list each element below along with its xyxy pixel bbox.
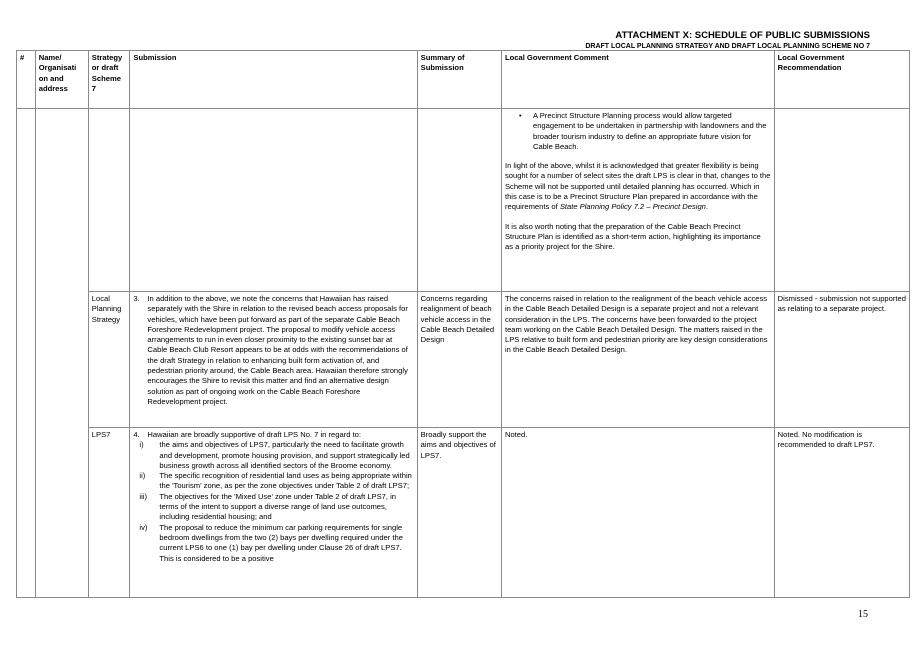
cell-recommendation: Dismissed - submission not supported as relating to a separate project. <box>774 292 909 428</box>
col-header-name: Name/ Organisati on and address <box>35 51 88 109</box>
table-row <box>17 428 910 598</box>
page-number: 15 <box>858 609 868 620</box>
submissions-table <box>16 50 910 598</box>
table-row <box>17 292 910 428</box>
table-row <box>17 109 910 292</box>
cell-summary <box>417 109 501 292</box>
list-item: iv) The proposal to reduce the minimum car parking requirements for single bedroom dwellings from the two (2) bays per dwelling required under the current LPS6 to one (1) bay per dwelling under Clause 26 of draft LPS7. This is considered to be a positive <box>139 522 403 563</box>
document-title: ATTACHMENT X: SCHEDULE OF PUBLIC SUBMISSIONS <box>615 30 870 41</box>
col-header-comment: Local Government Comment <box>501 51 774 109</box>
col-header-number: # <box>17 51 36 109</box>
list-item: i) the aims and objectives of LPS7, particularly the need to facilitate growth and development, promote housing provision, and support strategically led business growth across all identified sectors of the Broome economy. <box>139 440 410 470</box>
cell-comment <box>501 109 774 292</box>
comment-bullet: • A Precinct Structure Planning process would allow targeted engagement to be undertaken in partnership with landowners and the broader tourism industry to define an appropriate future vision for Cable Beach. <box>518 111 767 151</box>
cell-submission <box>130 428 417 598</box>
cell-strategy: LPS7 <box>88 428 130 598</box>
comment-paragraph: In light of the above, whilst it is acknowledged that greater flexibility is being sought for a number of select sites the draft LPS is clear in that, changes to the Scheme will not be supported until detailed planning has occurred. Which in this case is to be a Precinct Structure Plan prepared in accordance with the requirements of State Planning Policy 7.2 – Precinct Design. <box>504 161 771 212</box>
cell-submission <box>130 292 417 428</box>
cell-recommendation: Noted. No modification is recommended to draft LPS7. <box>774 428 909 598</box>
item-number: 3. <box>133 294 140 303</box>
cell-summary: Concerns regarding realignment of beach vehicle access in the Cable Beach Detailed Design <box>417 292 501 428</box>
bullet-icon: • <box>518 111 522 120</box>
col-header-summary: Summary of Submission <box>417 51 501 109</box>
cell-strategy <box>88 109 130 292</box>
cell-name <box>35 109 88 598</box>
cell-number <box>17 109 36 598</box>
item-number: 4. <box>133 430 140 439</box>
submission-text: In addition to the above, we note the concerns that Hawaiian has raised separately with the Shire in relation to the revised beach access proposals for vehicles, which have been put forward as part of the separate Cable Beach Foreshore Redevelopment project. The proposal to modify vehicle access arrangements to run in even closer proximity to the existing sunset bar at Cable Beach Club Resort appears to be at odds with the recommendations of the draft Strategy in relation to enhancing built form activation of, and pedestrian priority around, the Cable Beach area. Hawaiian therefore strongly encourages the Shire to revisit this matter and find an alternative design solution as part of ongoing work on the Cable Beach Foreshore Redevelopment project. <box>147 294 408 406</box>
table-header-row <box>17 51 910 109</box>
cell-summary: Broadly support the aims and objectives of LPS7. <box>417 428 501 598</box>
cell-comment: The concerns raised in relation to the realignment of the beach vehicle access in the Cable Beach Detailed Design is a separate project and not a relevant consideration in the LPS. The concerns have been forwarded to the project team working on the Cable Beach Detailed Design. The matters raised in the LPS relative to built form and pedestrian priority are key design considerations in the Cable Beach Detailed Design. <box>501 292 774 428</box>
col-header-strategy: Strategy or draft Scheme 7 <box>88 51 130 109</box>
cell-recommendation <box>774 109 909 292</box>
cell-comment: Noted. <box>501 428 774 598</box>
comment-paragraph: It is also worth noting that the preparation of the Cable Beach Precinct Structure Plan is identified as a short-term action, highlighting its importance as a priority project for the Shire. <box>504 221 761 252</box>
col-header-recommendation: Local Government Recommendation <box>774 51 909 109</box>
document-subtitle: DRAFT LOCAL PLANNING STRATEGY AND DRAFT LOCAL PLANNING SCHEME NO 7 <box>585 43 870 50</box>
cell-submission <box>130 109 417 292</box>
cell-strategy: Local Planning Strategy <box>88 292 130 428</box>
submission-intro: Hawaiian are broadly supportive of draft LPS No. 7 in regard to: <box>147 430 362 439</box>
list-item: iii) The objectives for the 'Mixed Use' zone under Table 2 of draft LPS7, in terms of the intent to support a diverse range of land use outcomes, including residential housing; and <box>139 491 397 522</box>
list-item: ii) The specific recognition of residential land uses as being appropriate within the 'Tourism' zone, as per the zone objectives under Table 2 of draft LPS7; <box>139 471 412 491</box>
col-header-submission: Submission <box>130 51 417 109</box>
